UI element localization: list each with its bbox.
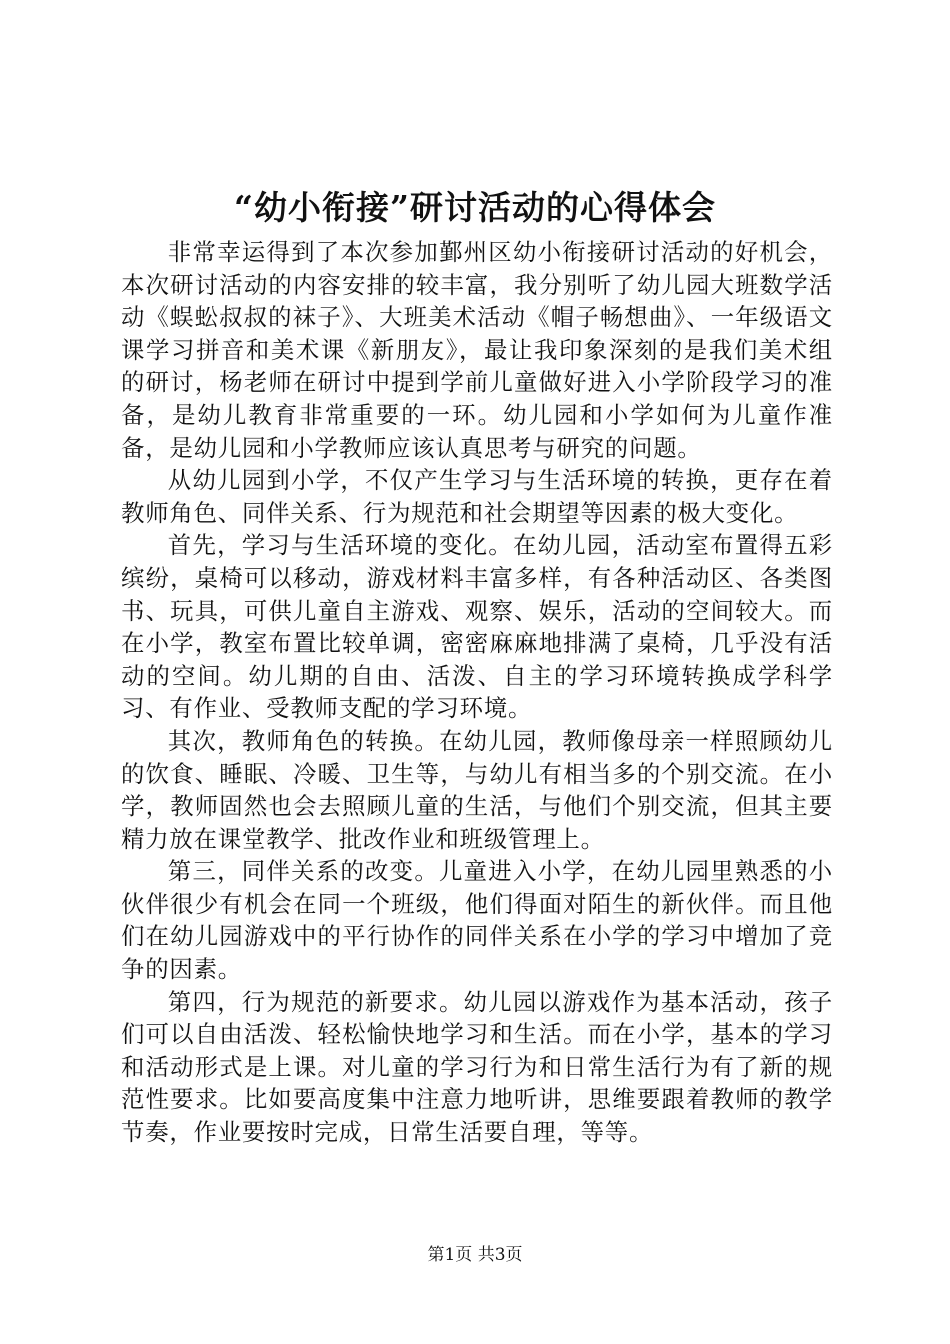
page-number-footer: 第1页 共3页 — [427, 1245, 523, 1265]
paragraph-5: 第三，同伴关系的改变。儿童进入小学，在幼儿园里熟悉的小伙伴很少有机会在同一个班级，他们得面对陌生的新伙伴。而且他们在幼儿园游戏中的平行协作的同伴关系在小学的学习中增加了竞争的因素。 — [121, 857, 833, 984]
document-title: “幼小衔接”研讨活动的心得体会 — [234, 188, 716, 227]
paragraph-4: 其次，教师角色的转换。在幼儿园，教师像母亲一样照顾幼儿的饮食、睡眠、冷暖、卫生等，与幼儿有相当多的个别交流。在小学，教师固然也会去照顾儿童的生活，与他们个别交流，但其主要精力放在课堂教学、批改作业和班级管理上。 — [121, 726, 833, 853]
document-body — [121, 236, 833, 1149]
paragraph-1: 非常幸运得到了本次参加鄞州区幼小衔接研讨活动的好机会，本次研讨活动的内容安排的较丰富，我分别听了幼儿园大班数学活动《蜈蚣叔叔的袜子》、大班美术活动《帽子畅想曲》、一年级语文课学习拼音和美术课《新朋友》，最让我印象深刻的是我们美术组的研讨，杨老师在研讨中提到学前儿童做好进入小学阶段学习的准备，是幼儿教育非常重要的一环。幼儿园和小学如何为儿童作准备，是幼儿园和小学教师应该认真思考与研究的问题。 — [121, 238, 833, 462]
paragraph-6: 第四，行为规范的新要求。幼儿园以游戏作为基本活动，孩子们可以自由活泼、轻松愉快地学习和生活。而在小学，基本的学习和活动形式是上课。对儿童的学习行为和日常生活行为有了新的规范性要求。比如要高度集中注意力地听讲，思维要跟着教师的教学节奏，作业要按时完成，日常生活要自理，等等。 — [121, 987, 833, 1147]
paragraph-2: 从幼儿园到小学，不仅产生学习与生活环境的转换，更存在着教师角色、同伴关系、行为规范和社会期望等因素的极大变化。 — [121, 466, 833, 527]
paragraph-3: 首先，学习与生活环境的变化。在幼儿园，活动室布置得五彩缤纷，桌椅可以移动，游戏材料丰富多样，有各种活动区、各类图书、玩具，可供儿童自主游戏、观察、娱乐，活动的空间较大。而在小学，教室布置比较单调，密密麻麻地排满了桌椅，几乎没有活动的空间。幼儿期的自由、活泼、自主的学习环境转换成学科学习、有作业、受教师支配的学习环境。 — [121, 531, 833, 723]
